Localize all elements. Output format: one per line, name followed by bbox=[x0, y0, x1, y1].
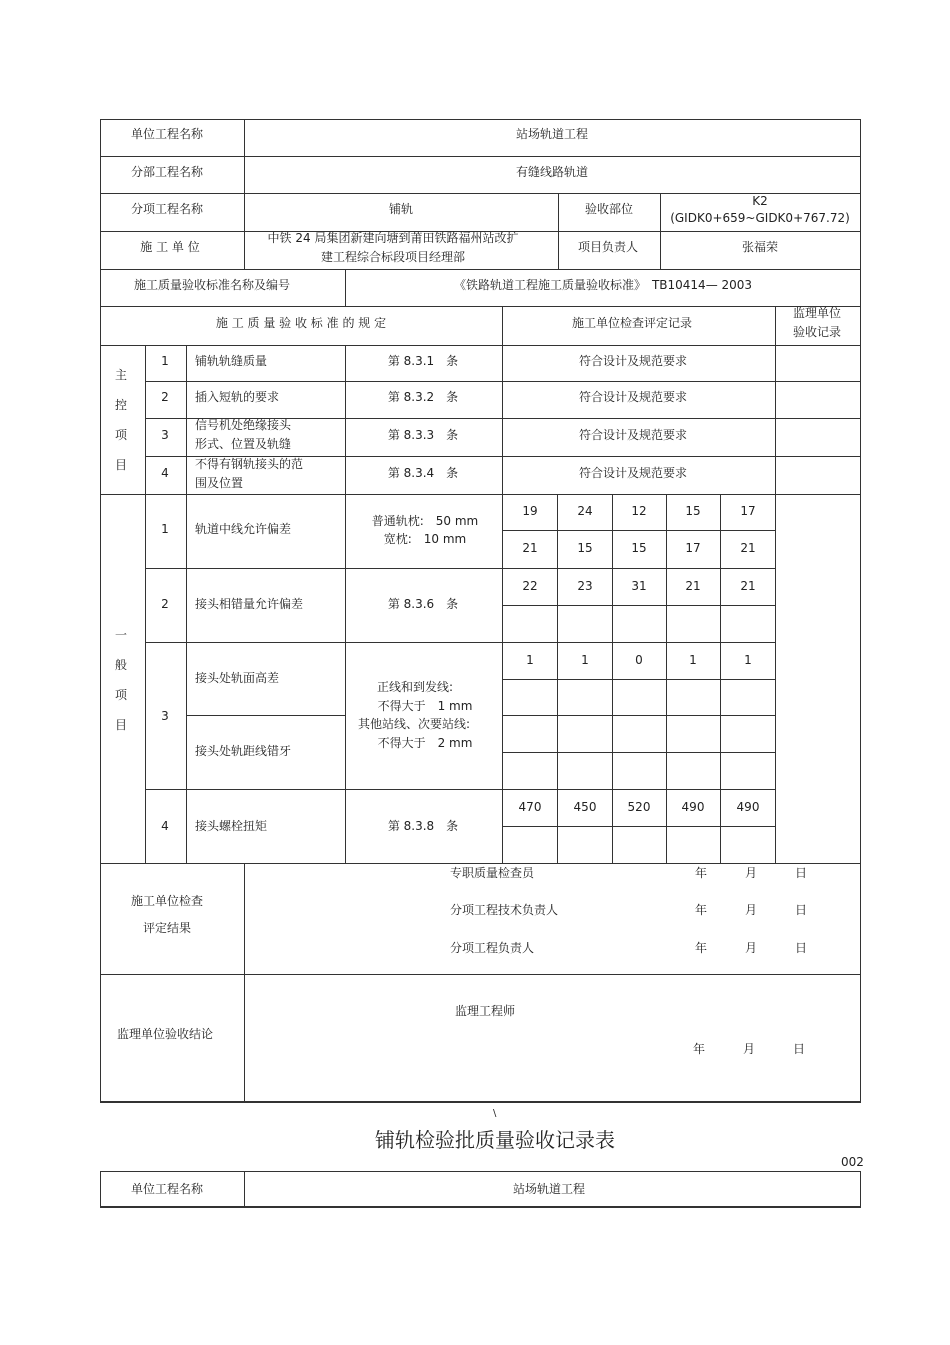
measure-cell: 23 bbox=[577, 579, 593, 593]
form-title: 铺轨检验批质量验收记录表 bbox=[375, 1128, 615, 1152]
measure-cell: 21 bbox=[522, 541, 538, 555]
measure-cell: 15 bbox=[577, 541, 593, 555]
measure-cell: 1 bbox=[689, 653, 697, 667]
manager-label: 项目负责人 bbox=[577, 240, 639, 254]
signer-item-lead: 分项工程负责人 bbox=[450, 941, 535, 955]
general-label: 一 般 项 目 bbox=[114, 628, 127, 732]
item-project-value: 铺轨 bbox=[388, 202, 414, 216]
sub-project-value: 有缝线路轨道 bbox=[515, 165, 589, 179]
next-unit-project-label: 单位工程名称 bbox=[130, 1182, 204, 1196]
general-item-no: 3 bbox=[161, 709, 169, 723]
measure-cell: 450 bbox=[573, 800, 597, 814]
date-month: 月 bbox=[745, 941, 758, 955]
main-item-clause: 第 8.3.3 条 bbox=[387, 428, 459, 442]
location-line2: (GIDK0+659~GIDK0+767.72) bbox=[670, 211, 850, 225]
measure-cell: 21 bbox=[740, 541, 756, 555]
general-item-clause: 第 8.3.8 条 bbox=[387, 819, 459, 833]
main-item-name: 不得有钢轨接头的范 bbox=[195, 457, 304, 471]
measure-cell: 22 bbox=[522, 579, 538, 593]
next-unit-project-value: 站场轨道工程 bbox=[512, 1182, 586, 1196]
main-item-name-2: 形式、位置及轨缝 bbox=[195, 437, 292, 451]
general-item-spec-4: 不得大于 2 mm bbox=[377, 736, 473, 750]
general-item-no: 1 bbox=[161, 522, 169, 536]
date-month: 月 bbox=[743, 1042, 756, 1056]
unit-project-label: 单位工程名称 bbox=[130, 127, 204, 141]
measure-cell: 17 bbox=[685, 541, 701, 555]
location-line1: K2 bbox=[752, 194, 768, 208]
contractor-check-label-2: 评定结果 bbox=[142, 921, 192, 935]
unit-project-value: 站场轨道工程 bbox=[515, 127, 589, 141]
main-item-clause: 第 8.3.1 条 bbox=[387, 354, 459, 368]
main-item-result: 符合设计及规范要求 bbox=[578, 354, 688, 368]
main-item-no: 4 bbox=[161, 466, 169, 480]
main-item-result: 符合设计及规范要求 bbox=[578, 390, 688, 404]
general-item-name: 接头螺栓扭矩 bbox=[195, 819, 268, 833]
date-year: 年 bbox=[695, 866, 708, 880]
measure-cell: 12 bbox=[631, 504, 647, 518]
measure-cell: 490 bbox=[736, 800, 760, 814]
date-year: 年 bbox=[695, 941, 708, 955]
contractor-line1: 中铁 24 局集团新建向塘到莆田铁路福州站改扩 bbox=[267, 231, 519, 245]
general-item-spec: 普通轨枕: 50 mm bbox=[371, 514, 479, 528]
contractor-check-label: 施工单位检查 bbox=[130, 894, 204, 908]
main-item-clause: 第 8.3.2 条 bbox=[387, 390, 459, 404]
date-year: 年 bbox=[693, 1042, 706, 1056]
stray-mark: \ bbox=[493, 1108, 497, 1119]
form-number: 002 bbox=[841, 1155, 864, 1169]
standard-label: 施工质量验收标准名称及编号 bbox=[133, 278, 291, 292]
general-item-no: 4 bbox=[161, 819, 169, 833]
measure-cell: 1 bbox=[581, 653, 589, 667]
standard-value: 《铁路轨道工程施工质量验收标准》 TB10414— 2003 bbox=[453, 278, 753, 292]
item-project-label: 分项工程名称 bbox=[130, 202, 204, 216]
date-day: 日 bbox=[795, 941, 808, 955]
supervision-header-1: 监理单位 bbox=[792, 306, 842, 320]
contractor-line2: 建工程综合标段项目经理部 bbox=[320, 250, 466, 264]
signer-tech-lead: 分项工程技术负责人 bbox=[450, 903, 559, 917]
measure-cell: 1 bbox=[744, 653, 752, 667]
measure-cell: 1 bbox=[526, 653, 534, 667]
general-item-spec-2: 宽枕: 10 mm bbox=[383, 532, 467, 546]
date-day: 日 bbox=[795, 903, 808, 917]
date-day: 日 bbox=[793, 1042, 806, 1056]
general-item-no: 2 bbox=[161, 597, 169, 611]
sub-project-label: 分部工程名称 bbox=[130, 165, 204, 179]
measure-cell: 490 bbox=[681, 800, 705, 814]
main-item-name: 插入短轨的要求 bbox=[195, 390, 280, 404]
main-item-result: 符合设计及规范要求 bbox=[578, 466, 688, 480]
manager-value: 张福荣 bbox=[741, 240, 779, 254]
supervision-engineer: 监理工程师 bbox=[455, 1004, 516, 1018]
main-control-label: 主 控 项 目 bbox=[114, 368, 127, 472]
measure-cell: 31 bbox=[631, 579, 647, 593]
measure-cell: 21 bbox=[685, 579, 701, 593]
general-item-spec: 正线和到发线: bbox=[376, 680, 454, 694]
general-item-name-2: 接头处轨距线错牙 bbox=[195, 744, 292, 758]
spec-header: 施 工 质 量 验 收 标 准 的 规 定 bbox=[215, 316, 387, 330]
measure-cell: 15 bbox=[631, 541, 647, 555]
general-item-name: 轨道中线允许偏差 bbox=[195, 522, 292, 536]
location-label: 验收部位 bbox=[584, 202, 634, 216]
measure-cell: 21 bbox=[740, 579, 756, 593]
main-item-name: 信号机处绝缘接头 bbox=[195, 418, 292, 432]
general-item-clause: 第 8.3.6 条 bbox=[387, 597, 459, 611]
main-item-name-2: 围及位置 bbox=[195, 476, 244, 490]
measure-cell: 15 bbox=[685, 504, 701, 518]
contractor-label: 施 工 单 位 bbox=[140, 240, 200, 254]
measure-cell: 24 bbox=[577, 504, 593, 518]
supervision-label: 监理单位验收结论 bbox=[116, 1027, 214, 1041]
general-item-spec-2: 不得大于 1 mm bbox=[377, 699, 473, 713]
main-item-no: 2 bbox=[161, 390, 169, 404]
record-header: 施工单位检查评定记录 bbox=[571, 316, 693, 330]
main-item-no: 1 bbox=[161, 354, 169, 368]
date-month: 月 bbox=[745, 866, 758, 880]
supervision-header-2: 验收记录 bbox=[792, 325, 842, 339]
signer-quality-inspector: 专职质量检查员 bbox=[450, 866, 535, 880]
date-year: 年 bbox=[695, 903, 708, 917]
general-item-name: 接头处轨面高差 bbox=[195, 671, 280, 685]
general-item-name: 接头相错量允许偏差 bbox=[195, 597, 304, 611]
measure-cell: 17 bbox=[740, 504, 756, 518]
date-day: 日 bbox=[795, 866, 808, 880]
measure-cell: 19 bbox=[522, 504, 538, 518]
measure-cell: 0 bbox=[635, 653, 643, 667]
general-item-spec-3: 其他站线、次要站线: bbox=[357, 717, 471, 731]
main-item-clause: 第 8.3.4 条 bbox=[387, 466, 459, 480]
main-item-result: 符合设计及规范要求 bbox=[578, 428, 688, 442]
main-item-no: 3 bbox=[161, 428, 169, 442]
date-month: 月 bbox=[745, 903, 758, 917]
main-item-name: 铺轨轨缝质量 bbox=[195, 354, 268, 368]
measure-cell: 520 bbox=[627, 800, 651, 814]
measure-cell: 470 bbox=[518, 800, 542, 814]
